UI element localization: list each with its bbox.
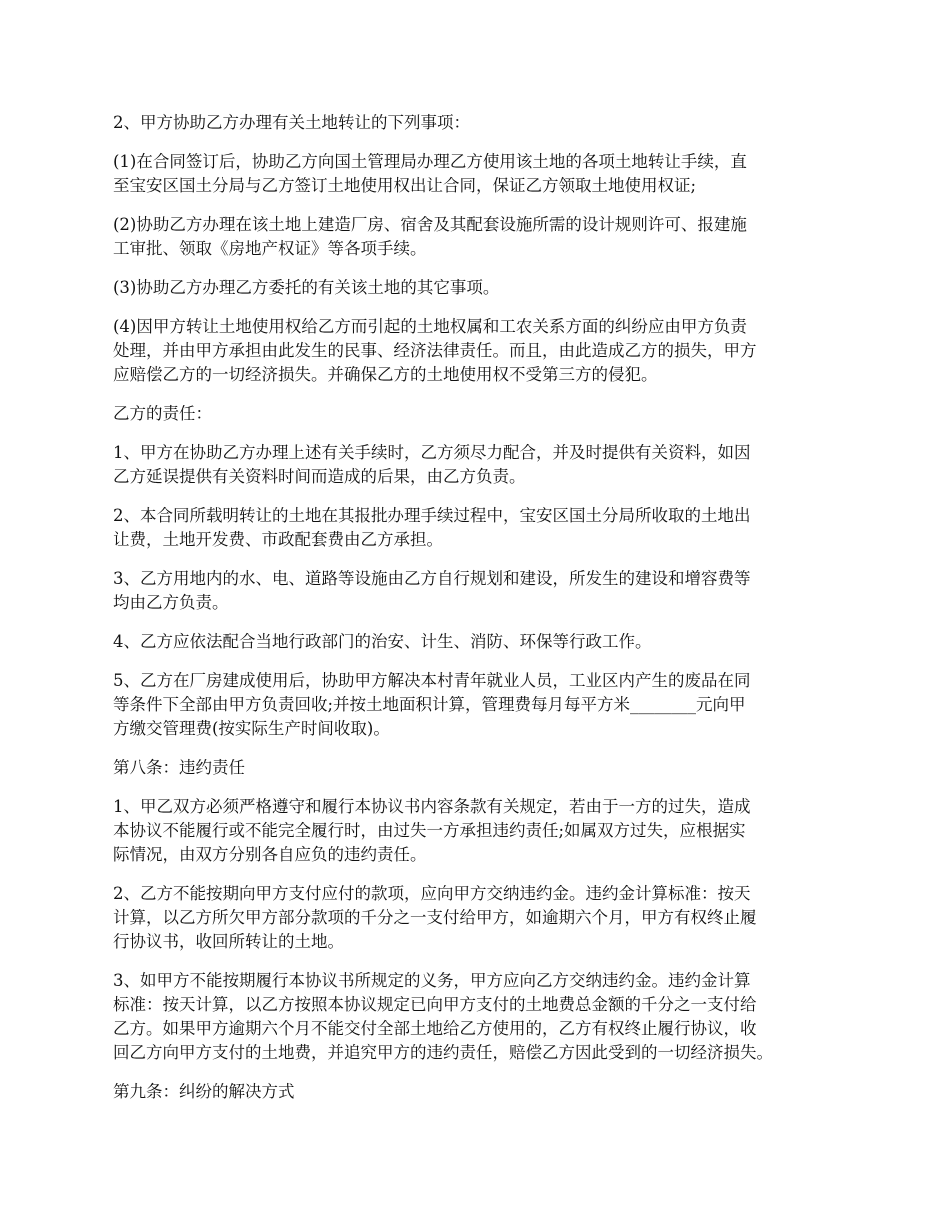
item-3-other-matters: (3)协助乙方办理乙方委托的有关该土地的其它事项。: [113, 278, 500, 297]
clause-2-party-a-assist: 2、甲方协助乙方办理有关土地转让的下列事项：: [113, 113, 470, 132]
article-8-item-3: 3、如甲方不能按期履行本协议书所规定的义务，甲方应向乙方交纳违约金。违约金计算 标准：按天计算，以乙方按照本协议规定已向甲方支付的土地费总金额的千分之一支付给 乙方。如果甲方逾期六个月不能交付全部土地给乙方使用的，乙方有权终止履行协议，收 回乙方向甲方支付的土地费，并追究甲方的违约责任，赔偿乙方因此受到的一切经济损失。: [113, 971, 773, 1062]
party-b-item-1: 1、甲方在协助乙方办理上述有关手续时，乙方须尽力配合，并及时提供有关资料，如因 乙方延误提供有关资料时间而造成的后果，由乙方负责。: [113, 443, 751, 486]
document-body: [113, 111, 853, 1119]
article-8-item-2: 2、乙方不能按期向甲方支付应付的款项，应向甲方交纳违约金。违约金计算标准：按天 计算，以乙方所欠甲方部分款项的千分之一支付给甲方，如逾期六个月，甲方有权终止履 行协议书，收回所转让的土地。: [113, 884, 757, 951]
item-4-disputes: (4)因甲方转让土地使用权给乙方而引起的土地权属和工农关系方面的纠纷应由甲方负责 处理，并由甲方承担由此发生的民事、经济法律责任。而且，由此造成乙方的损失，甲方 应赔偿乙方的一切经济损失。并确保乙方的土地使用权不受第三方的侵犯。: [113, 317, 757, 384]
party-b-item-3: 3、乙方用地内的水、电、道路等设施由乙方自行规划和建设，所发生的建设和增容费等 均由乙方负责。: [113, 569, 751, 612]
party-b-item-2: 2、本合同所载明转让的土地在其报批办理手续过程中，宝安区国土分局所收取的土地出 让费，土地开发费、市政配套费由乙方承担。: [113, 506, 751, 549]
party-b-item-4: 4、乙方应依法配合当地行政部门的治安、计生、消防、环保等行政工作。: [113, 632, 652, 651]
party-b-responsibilities-heading: 乙方的责任：: [113, 404, 212, 423]
article-8-heading: 第八条：违约责任: [113, 758, 245, 777]
article-8-item-1: 1、甲乙双方必须严格遵守和履行本协议书内容条款有关规定，若由于一方的过失，造成 本协议不能履行或不能完全履行时，由过失一方承担违约责任;如属双方过失，应根据实 际情况，由双方分别各自应负的违约责任。: [113, 797, 751, 864]
party-b-item-5: 5、乙方在厂房建成使用后，协助甲方解决本村青年就业人员，工业区内产生的废品在同 等条件下全部由甲方负责回收;并按土地面积计算，管理费每月每平方米________元向甲 方缴交管理费(按实际生产时间收取)。: [113, 671, 751, 738]
article-9-heading: 第九条：纠纷的解决方式: [113, 1082, 295, 1101]
item-1-land-transfer: (1)在合同签订后，协助乙方向国土管理局办理乙方使用该土地的各项土地转让手续，直 至宝安区国土分局与乙方签订土地使用权出让合同，保证乙方领取土地使用权证;: [113, 152, 747, 195]
item-2-construction-permits: (2)协助乙方办理在该土地上建造厂房、宿舍及其配套设施所需的设计规则许可、报建施 工审批、领取《房地产权证》等各项手续。: [113, 215, 747, 258]
